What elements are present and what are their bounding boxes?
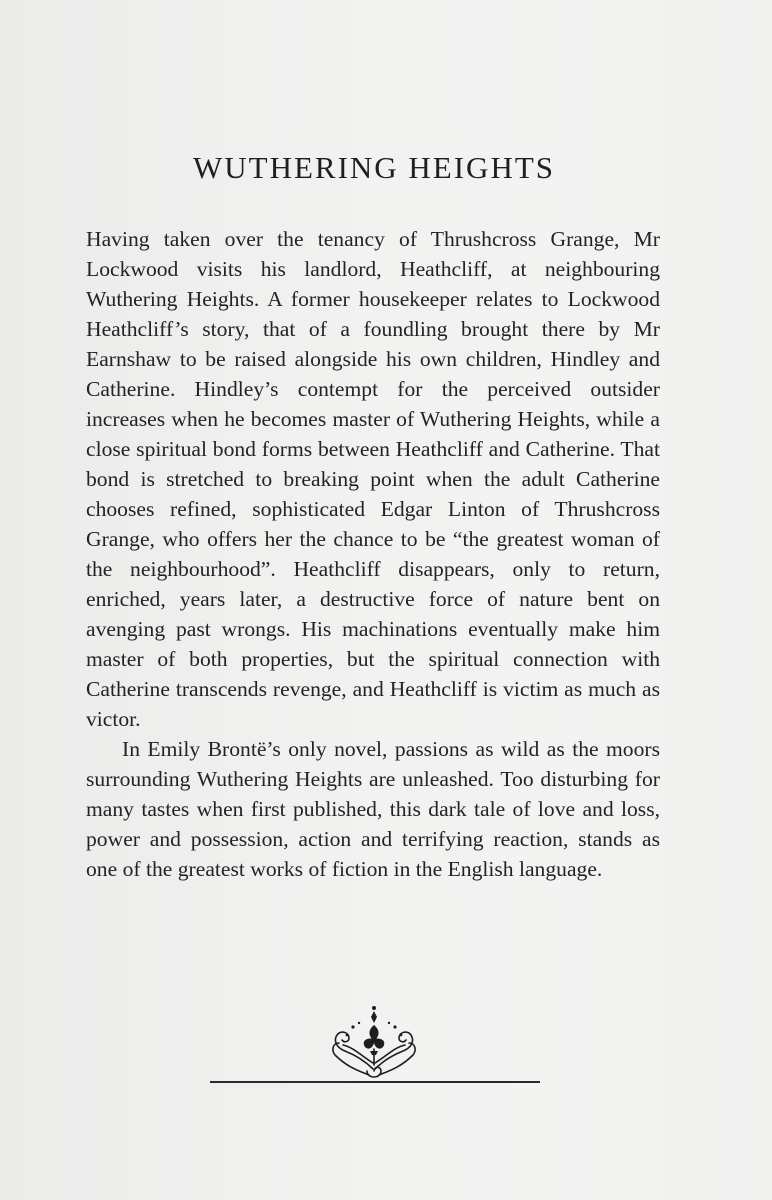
book-title: WUTHERING HEIGHTS [192,150,556,185]
fleuron-ornament-icon [329,1005,419,1081]
divider-rule [210,1081,540,1083]
blurb-paragraph-1: Having taken over the tenancy of Thrushcross Grange, Mr Lockwood visits his landlord, Heathcliff, at neighbouring Wuthering Heights. A former housekeeper relates to Lockwood Heathcliff’s story, that of a foundling brought there by Mr Earnshaw to be raised alongside his own children, Hindley and Catherine. Hindley’s contempt for the perceived outsider increases when he becomes master of Wuthering Heights, while a close spiritual bond forms between Heathcliff and Catherine. That bond is stretched to breaking point when the adult Catherine chooses refined, sophisticated Edgar Linton of Thrushcross Grange, who offers her the chance to be “the greatest woman of the neighbourhood”. Heathcliff disappears, only to return, enriched, years later, a destructive force of nature bent on avenging past wrongs. His machinations eventually make him master of both properties, but the spiritual connection with Catherine transcends revenge, and Heathcliff is victim as much as victor. [86,227,660,731]
blurb-text [86,224,660,884]
blurb-paragraph-2: In Emily Brontë’s only novel, passions as wild as the moors surrounding Wuthering Heights are unleashed. Too disturbing for many tastes when first published, this dark tale of love and loss, power and possession, action and terrifying reaction, stands as one of the greatest works of fiction in the English language. [86,737,660,881]
